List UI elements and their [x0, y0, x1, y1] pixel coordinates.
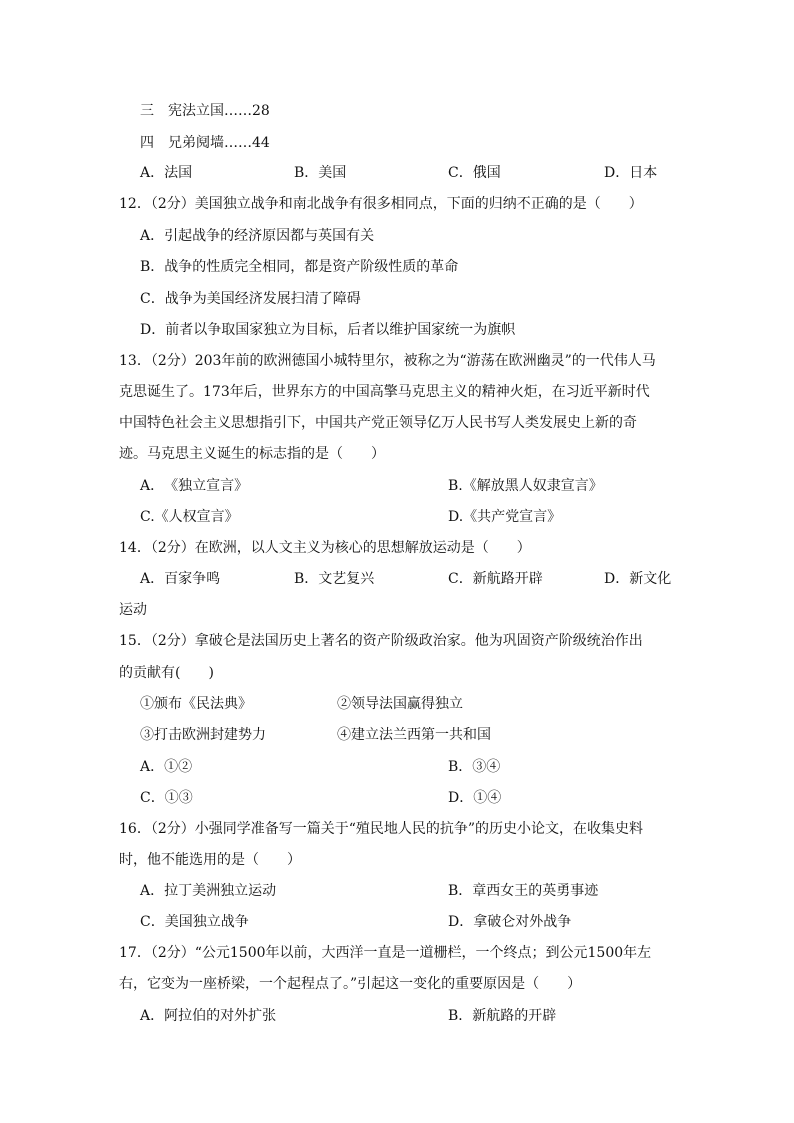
question-13-stem: 中国特色社会主义思想指引下，中国共产党正领导亿万人民书写人类发展史上新的奇: [119, 415, 637, 431]
question-15-item-3: ③打击欧洲封建势力: [140, 727, 266, 743]
question-13-stem: 克思诞生了。173年后，世界东方的中国高擎马克思主义的精神火炬，在习近平新时代: [119, 384, 650, 400]
question-12-option-b[interactable]: B．战争的性质完全相同，都是资产阶级性质的革命: [140, 259, 459, 275]
question-13-option-c[interactable]: C.《人权宣言》: [140, 509, 239, 525]
question-15-stem: 15．（2分）拿破仑是法国历史上著名的资产阶级政治家。他为巩固资产阶级统治作出: [119, 633, 643, 649]
question-14-option-a[interactable]: A．百家争鸣: [140, 571, 221, 587]
question-15-option-c[interactable]: C．①③: [140, 790, 193, 806]
question-14-option-d-continued: 运动: [119, 602, 147, 618]
question-12-option-c[interactable]: C．战争为美国经济发展扫清了障碍: [140, 291, 361, 307]
question-16-stem: 时，他不能选用的是（ ）: [119, 852, 301, 868]
question-15-item-1: ①颁布《民法典》: [140, 696, 252, 712]
question-14-option-d[interactable]: D．新文化: [604, 571, 672, 587]
question-17-stem: 右，它变为一座桥梁，一个起程点了。”引起这一变化的重要原因是（ ）: [119, 976, 582, 992]
question-17-stem: 17．（2分）“公元1500年以前，大西洋一直是一道栅栏，一个终点；到公元1500年左: [119, 945, 652, 961]
question-14-option-c[interactable]: C．新航路开辟: [448, 571, 543, 587]
question-15-item-4: ④建立法兰西第一共和国: [337, 727, 491, 743]
question-15-option-a[interactable]: A．①②: [140, 759, 193, 775]
option-b[interactable]: B．美国: [294, 165, 347, 181]
question-14-stem: 14．（2分）在欧洲，以人文主义为核心的思想解放运动是（ ）: [119, 540, 531, 556]
question-16-option-d[interactable]: D．拿破仑对外战争: [448, 914, 572, 930]
question-15-option-b[interactable]: B．③④: [448, 759, 501, 775]
chapter-line: 四 兄弟阋墙……44: [140, 135, 270, 151]
question-15-option-d[interactable]: D．①④: [448, 790, 502, 806]
chapter-line: 三 宪法立国……28: [140, 103, 270, 119]
question-17-option-b[interactable]: B．新航路的开辟: [448, 1008, 557, 1024]
question-17-option-a[interactable]: A．阿拉伯的对外扩张: [140, 1008, 277, 1024]
question-12-option-d[interactable]: D．前者以争取国家独立为目标，后者以维护国家统一为旗帜: [140, 322, 516, 338]
option-d[interactable]: D．日本: [604, 165, 658, 181]
question-15-stem: 的贡献有( ): [119, 665, 214, 681]
question-12-option-a[interactable]: A．引起战争的经济原因都与英国有关: [140, 228, 375, 244]
question-13-stem: 迹。马克思主义诞生的标志指的是（ ）: [119, 446, 385, 462]
option-c[interactable]: C．俄国: [448, 165, 501, 181]
question-13-option-d[interactable]: D.《共产党宣言》: [448, 509, 562, 525]
question-13-option-a[interactable]: A． 《独立宣言》: [140, 478, 249, 494]
question-16-option-a[interactable]: A．拉丁美洲独立运动: [140, 883, 277, 899]
question-16-option-b[interactable]: B．章西女王的英勇事迹: [448, 883, 599, 899]
question-13-option-b[interactable]: B.《解放黑人奴隶宣言》: [448, 478, 603, 494]
option-a[interactable]: A．法国: [140, 165, 193, 181]
question-16-option-c[interactable]: C．美国独立战争: [140, 914, 249, 930]
question-15-item-2: ②领导法国赢得独立: [337, 696, 463, 712]
question-16-stem: 16．（2分）小强同学准备写一篇关于“殖民地人民的抗争”的历史小论文，在收集史料: [119, 821, 644, 837]
question-12-stem: 12．（2分）美国独立战争和南北战争有很多相同点，下面的归纳不正确的是（ ）: [119, 196, 643, 212]
question-14-option-b[interactable]: B．文艺复兴: [294, 571, 375, 587]
question-13-stem: 13．（2分）203年前的欧洲德国小城特里尔，被称之为“游荡在欧洲幽灵”的一代伟人马: [119, 353, 656, 369]
